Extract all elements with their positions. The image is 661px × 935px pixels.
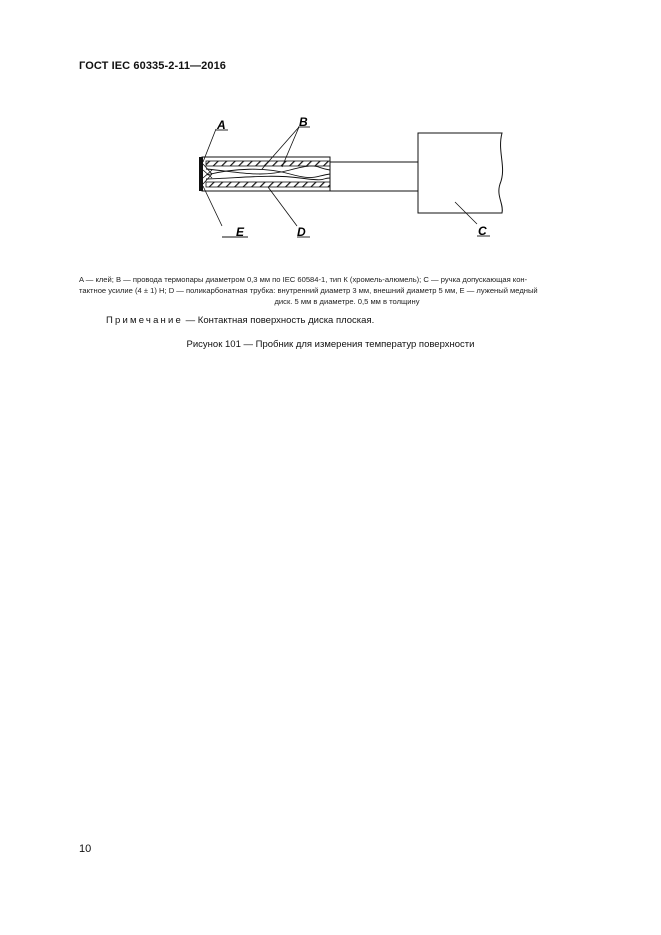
label-b: B: [299, 115, 308, 129]
figure-caption: Рисунок 101 — Пробник для измерения температур поверхности: [186, 339, 475, 350]
label-e: E: [236, 225, 245, 239]
label-c: C: [478, 224, 487, 238]
figure-legend: [79, 274, 615, 307]
probe-rod: [330, 162, 418, 191]
label-a: A: [217, 118, 226, 132]
page-number: 10: [79, 843, 92, 855]
legend-line-3: диск. 5 мм в диаметре. 0,5 мм в толщину: [274, 297, 420, 306]
copper-disc: [199, 157, 203, 191]
label-d: D: [297, 225, 306, 239]
leader-lines: [203, 127, 477, 226]
legend-line-1: A — клей; B — провода термопары диаметром 0,3 мм по IEC 60584-1, тип К (хромель-алюмель); C — ручка допускающая кон-: [79, 275, 528, 284]
thermocouple-wires: [206, 166, 330, 180]
figure-note: [106, 315, 374, 326]
note-label: Примечание: [106, 315, 183, 326]
document-header: ГОСТ IEC 60335-2-11—2016: [79, 60, 227, 72]
note-text: — Контактная поверхность диска плоская.: [183, 315, 375, 326]
probe-handle: [418, 133, 503, 213]
legend-line-2: тактное усилие (4 ± 1) Н; D — поликарбонатная трубка: внутренний диаметр 3 мм, внешний диаметр 5 мм, Е — луженый медный: [79, 286, 538, 295]
probe-figure: [190, 112, 510, 240]
